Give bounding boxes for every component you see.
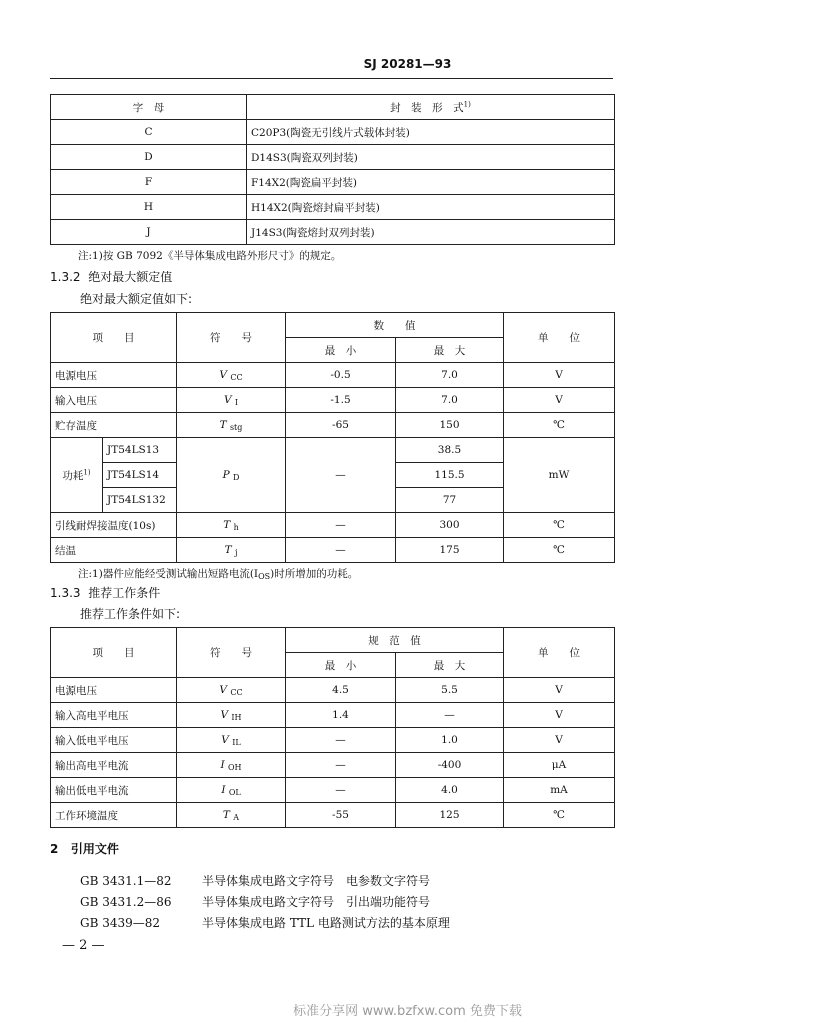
power-item-cell xyxy=(51,438,103,513)
symbol-letter: T xyxy=(222,808,230,821)
part-max: 115.5 xyxy=(396,463,504,488)
section-1-3-3 xyxy=(50,584,160,601)
max-cell: 7.0 xyxy=(396,363,504,388)
unit-cell: V xyxy=(504,363,615,388)
min-cell: 1.4 xyxy=(286,703,396,728)
symbol-cell xyxy=(177,678,286,703)
symbol-subscript: h xyxy=(233,522,239,532)
pkg-letter: C xyxy=(51,120,247,145)
rec-h-min: 最 小 xyxy=(286,653,396,678)
max-h-item: 项 目 xyxy=(51,313,177,363)
reference-list xyxy=(80,870,522,933)
max-h-max: 最 大 xyxy=(396,338,504,363)
list-item xyxy=(80,891,522,912)
pkg-header-sup: 1) xyxy=(463,100,471,108)
max-rating-table xyxy=(50,312,615,563)
pkg-letter: H xyxy=(51,195,247,220)
symbol-subscript: A xyxy=(233,812,240,822)
section-title: 绝对最大额定值 xyxy=(88,270,173,284)
ref-title: 半导体集成电路文字符号 电参数文字符号 xyxy=(202,874,431,888)
table-row xyxy=(51,363,615,388)
ref-title: 半导体集成电路文字符号 引出端功能符号 xyxy=(202,895,431,909)
table-row xyxy=(51,145,615,170)
max-cell: — xyxy=(396,703,504,728)
unit-cell: V xyxy=(504,678,615,703)
symbol-cell xyxy=(177,778,286,803)
symbol-letter: V xyxy=(223,393,232,406)
min-cell: — xyxy=(286,778,396,803)
symbol-letter: V xyxy=(219,368,227,381)
symbol-subscript: IL xyxy=(232,737,241,747)
rec-h-value: 规 范 值 xyxy=(286,628,504,653)
unit-cell: mA xyxy=(504,778,615,803)
item-cell: 电源电压 xyxy=(51,678,177,703)
section-number: 1.3.3 xyxy=(50,586,81,600)
max-cell: 5.5 xyxy=(396,678,504,703)
table-row xyxy=(51,170,615,195)
table-row xyxy=(51,803,615,828)
max-cell: 4.0 xyxy=(396,778,504,803)
symbol-subscript: stg xyxy=(229,422,243,432)
section-1-3-2 xyxy=(50,268,172,285)
header-rule xyxy=(50,78,613,79)
max-note-sub: OS xyxy=(258,572,271,581)
symbol-letter: V xyxy=(220,708,229,721)
table-row xyxy=(51,413,615,438)
table-row xyxy=(51,678,615,703)
item-cell: 输入低电平电压 xyxy=(51,728,177,753)
part-name: JT54LS14 xyxy=(103,463,177,488)
unit-cell: μA xyxy=(504,753,615,778)
table-row xyxy=(51,220,615,245)
symbol-cell xyxy=(177,538,286,563)
symbol-cell xyxy=(177,753,286,778)
symbol-cell xyxy=(177,413,286,438)
item-cell: 输入电压 xyxy=(51,388,177,413)
unit-cell: ℃ xyxy=(504,413,615,438)
item-cell: 贮存温度 xyxy=(51,413,177,438)
part-max: 38.5 xyxy=(396,438,504,463)
list-item xyxy=(80,912,522,933)
section-number: 1.3.2 xyxy=(50,270,81,284)
symbol-cell xyxy=(177,363,286,388)
unit-cell: V xyxy=(504,703,615,728)
symbol-letter: T xyxy=(223,518,231,531)
package-table xyxy=(50,94,615,245)
item-cell: 输出低电平电流 xyxy=(51,778,177,803)
part-max: 77 xyxy=(396,488,504,513)
max-cell: 150 xyxy=(396,413,504,438)
table-row xyxy=(51,120,615,145)
power-min-cell: — xyxy=(286,438,396,513)
pkg-note: 注:1)按 GB 7092《半导体集成电路外形尺寸》的规定。 xyxy=(78,250,342,262)
max-cell: -400 xyxy=(396,753,504,778)
ref-code: GB 3431.1—82 xyxy=(80,873,172,888)
min-cell: 4.5 xyxy=(286,678,396,703)
pkg-letter: F xyxy=(51,170,247,195)
min-cell: -65 xyxy=(286,413,396,438)
table-row xyxy=(51,538,615,563)
symbol-letter: I xyxy=(220,758,225,771)
symbol-subscript: CC xyxy=(230,372,243,382)
pkg-form: C20P3(陶瓷无引线片式载体封装) xyxy=(247,120,615,145)
rec-h-symbol: 符 号 xyxy=(177,628,286,678)
symbol-cell xyxy=(177,388,286,413)
table-row xyxy=(51,703,615,728)
item-cell: 电源电压 xyxy=(51,363,177,388)
section-intro: 推荐工作条件如下: xyxy=(80,607,181,621)
min-cell: -0.5 xyxy=(286,363,396,388)
ref-title: 半导体集成电路 TTL 电路测试方法的基本原理 xyxy=(202,916,450,930)
symbol-letter: P xyxy=(222,468,230,481)
list-item xyxy=(80,870,522,891)
symbol-letter: V xyxy=(221,733,229,746)
pkg-header-letter: 字 母 xyxy=(51,95,247,120)
unit-cell: ℃ xyxy=(504,803,615,828)
max-h-unit: 单 位 xyxy=(504,313,615,363)
section-number: 2 xyxy=(50,842,59,856)
max-cell: 1.0 xyxy=(396,728,504,753)
table-row xyxy=(51,778,615,803)
ref-code: GB 3439—82 xyxy=(80,915,161,930)
min-cell: -55 xyxy=(286,803,396,828)
power-unit-cell: mW xyxy=(504,438,615,513)
table-row xyxy=(51,728,615,753)
section-title: 引用文件 xyxy=(70,842,119,856)
symbol-letter: T xyxy=(224,543,232,556)
table-row xyxy=(51,753,615,778)
power-symbol-cell xyxy=(177,438,286,513)
symbol-cell xyxy=(177,803,286,828)
section-title: 推荐工作条件 xyxy=(88,586,161,600)
rec-h-item: 项 目 xyxy=(51,628,177,678)
symbol-cell xyxy=(177,703,286,728)
symbol-subscript: I xyxy=(234,397,239,407)
symbol-subscript: IH xyxy=(231,712,242,722)
min-cell: -1.5 xyxy=(286,388,396,413)
watermark: 标准分享网 www.bzfxw.com 免费下载 xyxy=(293,1004,522,1019)
max-note-post: )时所增加的功耗。 xyxy=(270,568,359,580)
part-name: JT54LS13 xyxy=(103,438,177,463)
item-cell: 结温 xyxy=(51,538,177,563)
symbol-subscript: D xyxy=(233,472,240,482)
unit-cell: ℃ xyxy=(504,513,615,538)
symbol-subscript: OH xyxy=(227,762,242,772)
power-item: 功耗 xyxy=(62,469,84,482)
max-cell: 175 xyxy=(396,538,504,563)
pkg-letter: J xyxy=(51,220,247,245)
page-number: — 2 — xyxy=(62,938,105,953)
power-item-sup: 1) xyxy=(83,468,91,476)
item-cell: 输入高电平电压 xyxy=(51,703,177,728)
max-h-min: 最 小 xyxy=(286,338,396,363)
unit-cell: ℃ xyxy=(504,538,615,563)
min-cell: — xyxy=(286,513,396,538)
min-cell: — xyxy=(286,728,396,753)
doc-header: SJ 20281—93 xyxy=(363,57,452,71)
ref-code: GB 3431.2—86 xyxy=(80,894,172,909)
table-row xyxy=(51,388,615,413)
pkg-form: J14S3(陶瓷熔封双列封装) xyxy=(247,220,615,245)
section-2 xyxy=(50,840,119,857)
max-note-pre: 注:1)器件应能经受测试输出短路电流(I xyxy=(78,568,259,580)
unit-cell: V xyxy=(504,728,615,753)
max-cell: 300 xyxy=(396,513,504,538)
min-cell: — xyxy=(286,753,396,778)
max-h-value: 数 值 xyxy=(286,313,504,338)
symbol-letter: I xyxy=(221,783,226,796)
max-note xyxy=(78,566,358,581)
table-row xyxy=(51,513,615,538)
pkg-header-form: 封 装 形 式 xyxy=(390,101,464,114)
symbol-subscript: CC xyxy=(230,687,243,697)
rec-h-unit: 单 位 xyxy=(504,628,615,678)
pkg-letter: D xyxy=(51,145,247,170)
min-cell: — xyxy=(286,538,396,563)
symbol-letter: V xyxy=(219,683,227,696)
item-cell: 输出高电平电流 xyxy=(51,753,177,778)
max-cell: 125 xyxy=(396,803,504,828)
symbol-letter: T xyxy=(219,418,227,431)
item-cell: 工作环境温度 xyxy=(51,803,177,828)
max-h-symbol: 符 号 xyxy=(177,313,286,363)
section-intro: 绝对最大额定值如下: xyxy=(80,292,193,306)
symbol-subscript: j xyxy=(234,547,238,557)
pkg-form: H14X2(陶瓷熔封扁平封装) xyxy=(247,195,615,220)
item-cell: 引线耐焊接温度(10s) xyxy=(51,513,177,538)
symbol-subscript: OL xyxy=(228,787,241,797)
rec-h-max: 最 大 xyxy=(396,653,504,678)
symbol-cell xyxy=(177,513,286,538)
recommended-table xyxy=(50,627,615,828)
pkg-form: F14X2(陶瓷扁平封装) xyxy=(247,170,615,195)
unit-cell: V xyxy=(504,388,615,413)
max-cell: 7.0 xyxy=(396,388,504,413)
table-row xyxy=(51,438,615,463)
symbol-cell xyxy=(177,728,286,753)
pkg-form: D14S3(陶瓷双列封装) xyxy=(247,145,615,170)
part-name: JT54LS132 xyxy=(103,488,177,513)
table-row xyxy=(51,195,615,220)
